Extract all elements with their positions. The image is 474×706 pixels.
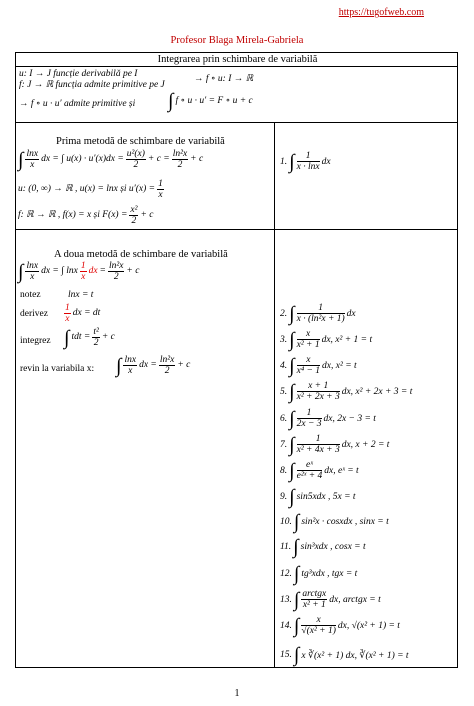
exercise-1 [280, 151, 331, 172]
frac-den: 2 [133, 160, 139, 170]
notez-label: notez [20, 290, 41, 300]
frac-den: x [128, 366, 133, 376]
notez-expr: lnx = t [68, 290, 94, 300]
integral-sign: ∫ [18, 260, 24, 283]
frac-num: x [301, 615, 336, 626]
exercise-tail: sin³xdx , cosx = t [300, 542, 366, 552]
exercise-fraction [297, 381, 340, 402]
exercise-label: 6. [280, 413, 288, 424]
frac-den: x² + 1 [296, 340, 320, 350]
frac-den: x² + 1 [302, 600, 326, 610]
exercise-tail: dx, x² = t [322, 360, 357, 371]
exercise-item [280, 645, 409, 665]
exercise-label: 11. [280, 542, 292, 552]
integral-sign: ∫ [289, 486, 295, 508]
frac-num: u²(x) [126, 149, 145, 159]
exercise-item [280, 589, 381, 610]
exercise-label: 14. [280, 620, 292, 631]
method1-plus: + c = [147, 154, 170, 164]
exercise-fraction [301, 589, 327, 610]
frac-num: x + 1 [297, 381, 340, 392]
exercise-label: 4. [280, 360, 288, 371]
frac-num: t² [93, 327, 99, 337]
frac-den: 2 [113, 272, 119, 282]
exercise-label: 13. [280, 594, 292, 605]
exercise-label: 12. [280, 569, 292, 579]
integral-sign: ∫ [293, 588, 300, 611]
integral-sign: ∫ [289, 459, 295, 482]
def-primitive-expr: f ∘ u · u′ = F ∘ u + c [175, 95, 253, 106]
method1-u-def [18, 179, 164, 200]
exercise-fraction [301, 615, 336, 636]
revin-label: revin la variabila x: [20, 364, 95, 374]
method2-red-dx: dx [88, 266, 98, 276]
integral-sign: ∫ [168, 90, 174, 112]
f-def-text: f: ℝ → ℝ , f(x) = x și F(x) = [18, 210, 128, 220]
exercise-fraction [297, 303, 345, 324]
frac-num: arctgx [302, 589, 327, 599]
exercise-label: 9. [280, 492, 288, 502]
def-primitive-eq [168, 91, 253, 111]
derivez-expr: dx = dt [72, 308, 101, 318]
frac-num: 1 [297, 151, 320, 162]
exercise-item [280, 434, 389, 455]
exercise-label: 5. [280, 386, 288, 397]
exercise-fraction [297, 408, 322, 429]
integrez-expr-row [64, 327, 115, 348]
def-line-1: u: I → J funcție derivabilă pe I [19, 69, 138, 79]
exercise-fraction [297, 329, 320, 350]
exercise-tail: tg³xdx , tgx = t [301, 569, 358, 579]
frac-num: x² [130, 205, 138, 215]
method1-eq [18, 149, 203, 170]
frac-den: x · lnx [296, 162, 320, 172]
frac-num: 1 [65, 303, 70, 313]
content-table [15, 52, 458, 668]
method2-mid: dx = ∫ lnx [41, 266, 78, 276]
exercise-label: 3. [280, 334, 288, 345]
integral-sign: ∫ [289, 380, 295, 403]
exercise-item [280, 537, 366, 557]
exercise-item [280, 512, 389, 532]
method1-end: + c [190, 154, 204, 164]
integral-sign: ∫ [293, 644, 300, 666]
frac-num: lnx [26, 261, 39, 271]
method1-title: Prima metodă de schimbare de variabilă [56, 136, 225, 147]
frac-den: e²ˣ + 4 [296, 471, 323, 481]
exercise-fraction [297, 460, 323, 481]
table-column-divider [274, 122, 275, 668]
frac-den: 2x − 3 [296, 419, 322, 429]
frac-num: ln²x [172, 149, 188, 159]
exercise-tail: dx, eˣ = t [324, 465, 359, 476]
exercise-tail: sin5xdx , 5x = t [296, 492, 356, 502]
table-rule [16, 122, 457, 123]
exercise-tail: dx, 2x − 3 = t [323, 413, 376, 424]
frac-num: ln²x [159, 355, 175, 365]
exercise-item [280, 381, 412, 402]
exercise-item [280, 329, 372, 350]
frac-den: 2 [93, 338, 99, 348]
exercise-label: 7. [280, 439, 288, 450]
frac-num: x [297, 329, 320, 340]
exercise-item [280, 487, 356, 507]
page-number: 1 [234, 688, 240, 699]
frac-num: lnx [26, 149, 39, 159]
method2-end: + c [126, 266, 140, 276]
def-line-3: → f ∘ u · u′ admite primitive și [19, 99, 136, 109]
frac-den: x [30, 272, 35, 282]
exercise-fraction [297, 355, 320, 376]
derivez-expr-row [64, 303, 100, 324]
integral-sign: ∫ [293, 511, 300, 533]
def-line-2: f: J → ℝ funcția admite primitive pe J [19, 80, 165, 90]
frac-den: x [81, 272, 86, 282]
exercise-tail: dx, x² + 2x + 3 = t [341, 386, 413, 397]
exercise-tail: dx, arctgx = t [329, 594, 381, 605]
integral-sign: ∫ [289, 354, 295, 377]
integral-sign: ∫ [116, 354, 122, 377]
exercise-tail: dx, x² + 1 = t [321, 334, 373, 345]
table-title: Integrarea prin schimbare de variabilă [157, 54, 318, 65]
integral-sign: ∫ [289, 328, 295, 351]
frac-num: x [297, 355, 320, 366]
integrez-end: + c [101, 332, 115, 342]
exercise-tail: dx, √(x² + 1) = t [337, 620, 400, 631]
integrez-expr: tdt = [71, 332, 91, 342]
frac-den: x [65, 314, 70, 324]
frac-num: 1 [297, 303, 345, 314]
integral-sign: ∫ [293, 614, 300, 637]
frac-den: 2 [164, 366, 170, 376]
exercise-tail: dx, x + 2 = t [341, 439, 390, 450]
method2-title: A doua metodă de schimbare de variabilă [54, 249, 228, 260]
revin-end: + c [177, 360, 191, 370]
frac-den: 2 [177, 160, 183, 170]
integral-sign: ∫ [289, 150, 295, 173]
exercise-tail: sin²x · cosxdx , sinx = t [301, 517, 389, 527]
frac-num: 1 [297, 434, 340, 445]
integrez-label: integrez [20, 336, 51, 346]
table-rule [16, 66, 457, 67]
frac-den: x² + 4x + 3 [296, 445, 340, 455]
frac-num: ln²x [108, 261, 124, 271]
revin-expr-row [116, 355, 190, 376]
exercise-label: 15. [280, 650, 292, 660]
exercise-tail: dx [346, 308, 356, 319]
exercise-item [280, 564, 357, 584]
def-composition: → f ∘ u: I → ℝ [194, 74, 254, 84]
author-name: Profesor Blaga Mirela-Gabriela [170, 35, 304, 46]
method2-equals: = [99, 266, 106, 276]
frac-den: √(x² + 1) [301, 626, 336, 636]
integral-sign: ∫ [64, 326, 70, 349]
integral-sign: ∫ [293, 536, 299, 558]
method1-mid: dx = ∫ u(x) · u′(x)dx = [41, 154, 124, 164]
derivez-label: derivez [20, 309, 48, 319]
exercise-tail: dx [321, 156, 331, 167]
frac-den: x⁴ − 1 [296, 366, 321, 376]
exercise-tail: x ∛(x² + 1) dx, ∛(x² + 1) = t [301, 650, 409, 661]
frac-den: x [158, 190, 163, 200]
exercise-label: 2. [280, 308, 288, 319]
frac-den: x [30, 160, 35, 170]
frac-num: 1 [80, 261, 86, 271]
integral-sign: ∫ [289, 302, 295, 325]
frac-num: 1 [297, 408, 322, 419]
exercise-item [280, 460, 359, 481]
exercise-label: 10. [280, 517, 292, 527]
frac-num: lnx [124, 355, 137, 365]
frac-den: x² + 2x + 3 [296, 392, 340, 402]
revin-mid: dx = [139, 360, 157, 370]
frac-num: 1 [158, 179, 163, 189]
exercise-item [280, 615, 400, 636]
method1-f-def [18, 205, 153, 226]
exercise-item [280, 355, 357, 376]
integral-sign: ∫ [293, 563, 300, 585]
exercise-fraction [297, 434, 340, 455]
integral-sign: ∫ [18, 148, 24, 171]
u-def-text: u: (0, ∞) → ℝ , u(x) = lnx și u′(x) = [18, 184, 156, 194]
frac-num: eˣ [297, 460, 323, 471]
exercise-item [280, 408, 376, 429]
exercise-label: 8. [280, 465, 288, 476]
integral-sign: ∫ [289, 407, 295, 430]
frac-den: 2 [131, 216, 137, 226]
exercise-label: 1. [280, 156, 288, 167]
table-rule [16, 229, 457, 230]
method2-eq [18, 261, 139, 282]
header-url-link[interactable]: https://tugofweb.com [338, 7, 424, 18]
exercise-item [280, 303, 356, 324]
integral-sign: ∫ [289, 433, 295, 456]
f-def-end: + c [140, 210, 154, 220]
frac-den: x · (ln²x + 1) [296, 314, 345, 324]
